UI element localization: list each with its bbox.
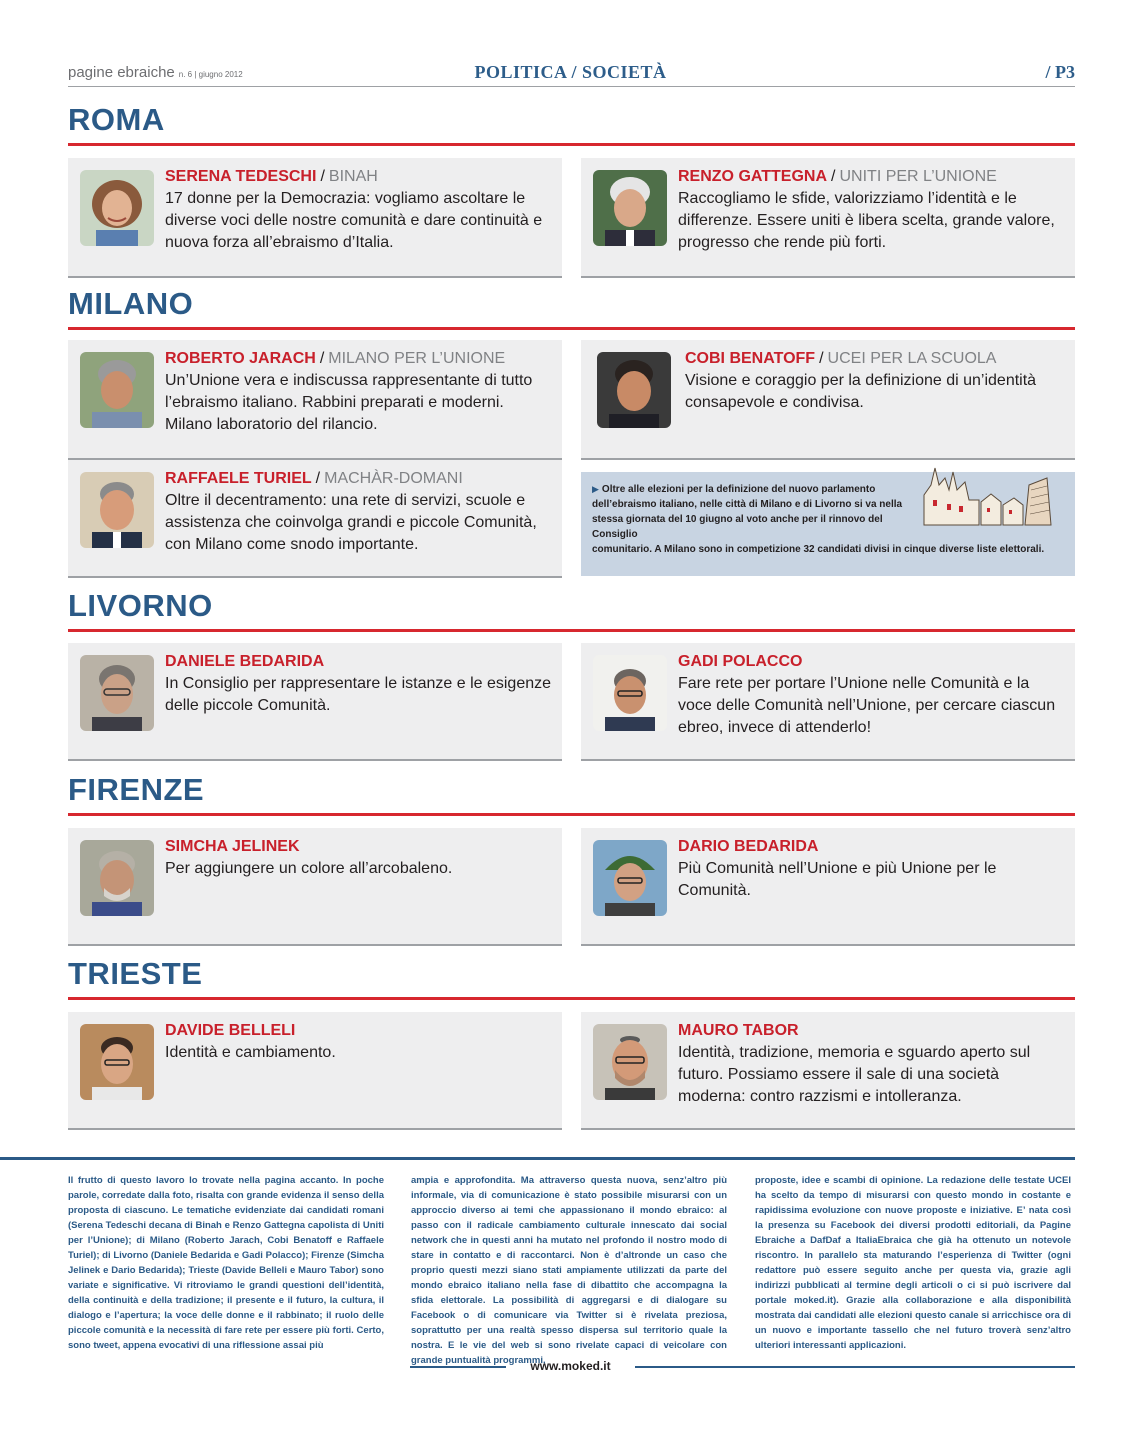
- footer-column-1: Il frutto di questo lavoro lo trovate nella pagina accanto. In poche parole, corredate dalla foto, risalta con grande evidenza il senso della proposta di ciascuno. Le tematiche evidenziate dai candidati romani (Serena Tedeschi decana di Binah e Renzo Gattegna capolista di Uniti per l’Unione); di Milano (Roberto Jarach, Cobi Benatoff e Raffaele Turiel); di Livorno (Daniele Bedarida e Gadi Polacco); Firenze (Simcha Jelinek e Dario Bedarida); Trieste (Davide Belleli e Mauro Tabor) sono variate e significative. Vi ritroviamo le grandi questioni dell’identità, della continuità e della tradizione; il presente e il futuro, la cultura, il dialogo e l’apertura; la voce delle donne e il rabbinato; il ruolo delle piccole comunità e la necessità di fare rete per essere più forti. Certo, sono tweet, appena evocativi di una riflessione assai più: [68, 1175, 384, 1351]
- candidate-name: SERENA TEDESCHI: [165, 168, 317, 185]
- candidate-quote: Fare rete per portare l’Unione nelle Comunità e la voce delle Comunità nell’Unione, per cercare ciascun ebreo, invece di attenderlo!: [678, 675, 1056, 736]
- section-title-firenze: FIRENZE: [68, 772, 205, 807]
- candidate-quote: Raccogliamo le sfide, valorizziamo l’identità e le differenze. Essere uniti è libera scelta, grande valore, progresso che rende più forti.: [678, 190, 1055, 251]
- candidate-card-gattegna: RENZO GATTEGNA / UNITI PER L’UNIONE Raccogliamo le sfide, valorizziamo l’identità e le differenze. Essere uniti è libera scelta, grande valore, progresso che rende più forti.: [581, 158, 1075, 278]
- section-divider: [68, 327, 1075, 330]
- footer-column-3: proposte, idee e scambi di opinione. La redazione delle testate UCEI ha scelto da tempo di misurarsi con questo mondo in costante e rapidissima evoluzione con nuove proposte e iniziative. E’ nata così la presenza su Facebook dei diversi prodotti editoriali, da Pagine Ebraiche a DafDaf a ItaliaEbraica che già ha ottenuto un notevole riscontro. In parallelo sta maturando l’esperienza di Twitter (ogni redattore può essere seguito anche per questa via, grazie agli indirizzi pubblicati al termine degli articoli o ci si può iscrivere dal portale moked.it). Grazie alla collaborazione e alla disponibilità mostrata dai candidati alle elezioni questo canale si arricchisce ora di un nuovo e importante tassello che nel futuro troverà senz’altro ulteriori interessanti applicazioni.: [755, 1175, 1071, 1351]
- candidate-photo: [593, 840, 667, 916]
- footer-site-rule-right: [635, 1366, 1075, 1368]
- candidate-quote: Visione e coraggio per la definizione di un’identità consapevole e condivisa.: [685, 372, 1037, 411]
- candidate-quote: Identità e cambiamento.: [165, 1044, 336, 1061]
- section-divider: [68, 143, 1075, 146]
- candidate-quote: Più Comunità nell’Unione e più Unione per le Comunità.: [678, 860, 997, 899]
- note-text-main: [592, 482, 922, 542]
- candidate-card-polacco: [581, 643, 1075, 761]
- city-sketch-illustration: [919, 460, 1069, 530]
- candidate-name: RAFFAELE TURIEL: [165, 470, 312, 487]
- candidate-card-turiel: RAFFAELE TURIEL / MACHÀR-DOMANI Oltre il decentramento: una rete di servizi, scuole e assistenza che coinvolga grandi e piccole Comunità, con Milano come snodo importante.: [68, 460, 562, 578]
- header-divider: [68, 86, 1075, 87]
- section-divider: [68, 629, 1075, 632]
- candidate-quote: Identità, tradizione, memoria e sguardo aperto sul futuro. Possiamo essere il sale di una società moderna: contro razzismi e intolleranza.: [678, 1044, 1031, 1105]
- candidate-card-benatoff: COBI BENATOFF / UCEI PER LA SCUOLA Visione e coraggio per la definizione di un’identità consapevole e condivisa.: [581, 340, 1075, 460]
- section-heading: POLITICA / SOCIETÀ: [474, 62, 667, 82]
- section-title-livorno: LIVORNO: [68, 588, 213, 623]
- candidate-card-daniele-bedarida: [68, 643, 562, 761]
- candidate-quote: In Consiglio per rappresentare le istanze e le esigenze delle piccole Comunità.: [165, 675, 552, 714]
- candidate-quote: Un’Unione vera e indiscussa rappresentante di tutto l’ebraismo italiano. Rabbini preparati e moderni. Milano laboratorio del rilancio.: [165, 372, 533, 433]
- footer-column-2: ampia e approfondita. Ma attraverso questa nuova, senz’altro più informale, via di comunicazione è stato possibile misurarsi con un approccio diverso ai temi che appassionano il mondo ebraico: al passo con il radicale cambiamento culturale innescato dai social network che in questi anni ha mutato nel profondo il nostro modo di stare in contatto e di raccontarci. Non è d’altronde un caso che proprio questi mezzi siano stati ampiamente utilizzati da parte del mondo ebraico italiano nella fase di dibattito che accompagna la sfida elettorale. La possibilità di aggregarsi e di dialogare su Facebook o di comunicare via Twitter si è rivelata preziosa, soprattutto per una realtà spesso dispersa sul territorio quale la nostra. E le vie del web si sono rivelate capaci di veicolare con grande puntualità programmi,: [411, 1175, 727, 1366]
- section-divider: [68, 997, 1075, 1000]
- candidate-list: UCEI PER LA SCUOLA: [827, 350, 997, 367]
- candidate-photo: [80, 655, 154, 731]
- candidate-quote: Per aggiungere un colore all’arcobaleno.: [165, 860, 453, 877]
- candidate-quote: Oltre il decentramento: una rete di servizi, scuole e assistenza che coinvolga grandi e piccole Comunità, con Milano come snodo importante.: [165, 492, 537, 553]
- footer-divider: [0, 1157, 1075, 1160]
- section-title-trieste: TRIESTE: [68, 956, 203, 991]
- issue-info: n. 6 | giugno 2012: [178, 70, 243, 79]
- candidate-list: UNITI PER L’UNIONE: [839, 168, 997, 185]
- note-text-part1: Oltre alle elezioni per la definizione del nuovo parlamento dell’ebraismo italiano, nelle città di Milano e di Livorno si va nella stessa giornata del 10 giugno al voto anche per il rinnovo del Consiglio: [592, 484, 903, 540]
- candidate-quote: 17 donne per la Democrazia: vogliamo ascoltare le diverse voci delle nostre comunità e dare continuità e nuova forza all’ebraismo d’Italia.: [165, 190, 543, 251]
- page-number: / P3: [1045, 62, 1075, 82]
- candidate-photo: [593, 1024, 667, 1100]
- publication-name: pagine ebraiche: [68, 64, 175, 81]
- candidate-list: MILANO PER L’UNIONE: [328, 350, 506, 367]
- election-note-box: [581, 472, 1075, 576]
- candidate-name: DANIELE BEDARIDA: [165, 653, 325, 670]
- candidate-photo: [80, 352, 154, 428]
- candidate-name: DARIO BEDARIDA: [678, 838, 819, 855]
- note-text-part2: comunitario. A Milano sono in competizione 32 candidati divisi in cinque diverse liste elettorali.: [592, 544, 1045, 555]
- candidate-card-jarach: ROBERTO JARACH / MILANO PER L’UNIONE Un’Unione vera e indiscussa rappresentante di tutto l’ebraismo italiano. Rabbini preparati e moderni. Milano laboratorio del rilancio.: [68, 340, 562, 460]
- candidate-photo: [80, 840, 154, 916]
- section-title-roma: ROMA: [68, 102, 165, 137]
- candidate-list: BINAH: [328, 168, 378, 185]
- candidate-name: GADI POLACCO: [678, 653, 803, 670]
- candidate-card-tabor: [581, 1012, 1075, 1130]
- candidate-name: DAVIDE BELLELI: [165, 1022, 296, 1039]
- candidate-card-belleli: [68, 1012, 562, 1130]
- candidate-name: ROBERTO JARACH: [165, 350, 316, 367]
- candidate-card-dario-bedarida: [581, 828, 1075, 946]
- section-divider: [68, 813, 1075, 816]
- website-link[interactable]: www.moked.it: [530, 1359, 611, 1373]
- candidate-card-tedeschi: SERENA TEDESCHI / BINAH 17 donne per la Democrazia: vogliamo ascoltare le diverse voci delle nostre comunità e dare continuità e nuova forza all’ebraismo d’Italia.: [68, 158, 562, 278]
- candidate-photo: [80, 1024, 154, 1100]
- candidate-list: MACHÀR-DOMANI: [324, 470, 463, 487]
- candidate-name: RENZO GATTEGNA: [678, 168, 828, 185]
- candidate-photo: [593, 170, 667, 246]
- candidate-name: MAURO TABOR: [678, 1022, 799, 1039]
- arrow-right-icon: ▶: [592, 484, 599, 494]
- candidate-name: SIMCHA JELINEK: [165, 838, 300, 855]
- section-title-milano: MILANO: [68, 286, 194, 321]
- candidate-photo: [593, 655, 667, 731]
- candidate-photo: [597, 352, 671, 428]
- candidate-photo: [80, 170, 154, 246]
- candidate-name: COBI BENATOFF: [685, 350, 816, 367]
- candidate-photo: [80, 472, 154, 548]
- candidate-card-jelinek: [68, 828, 562, 946]
